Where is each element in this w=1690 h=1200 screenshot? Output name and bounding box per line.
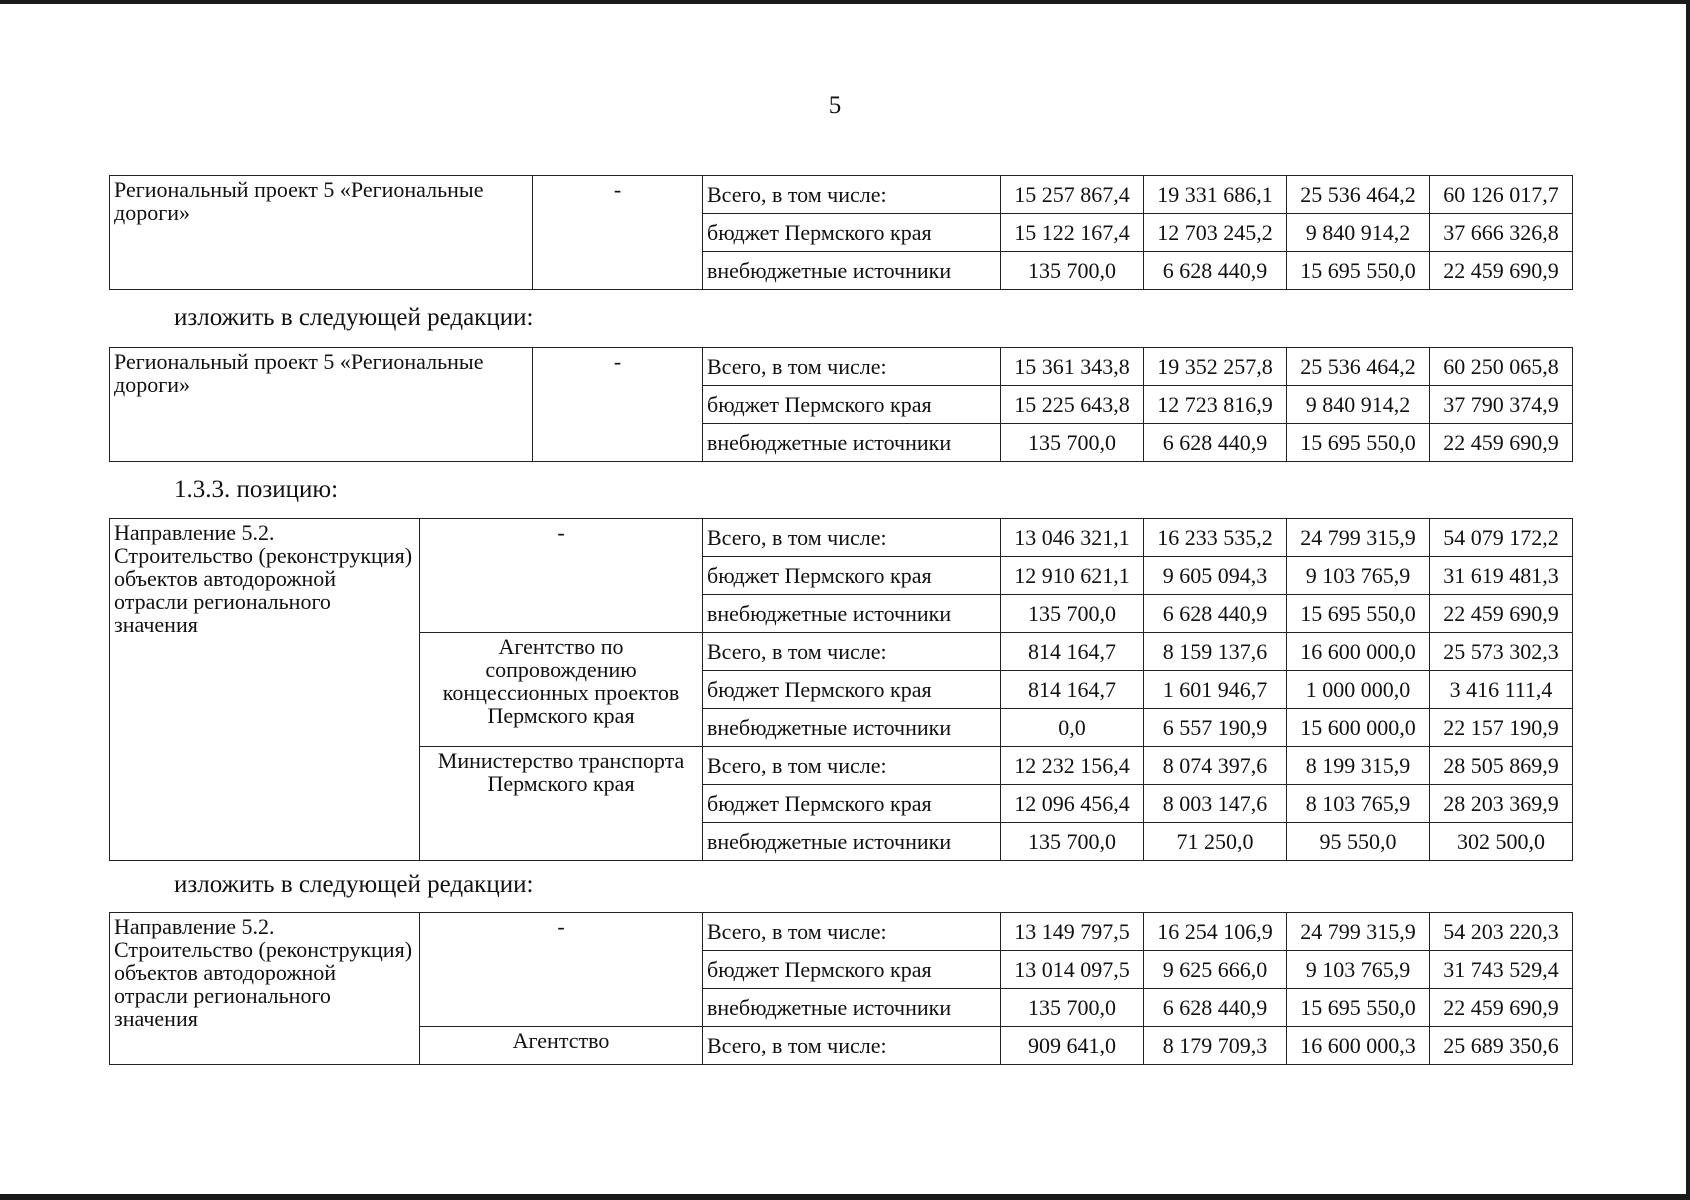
value-cell: 8 199 315,9 — [1287, 747, 1430, 785]
paragraph-position-133: 1.3.3. позицию: — [174, 476, 339, 503]
value-cell: 0,0 — [1001, 709, 1144, 747]
value-cell: 135 700,0 — [1001, 823, 1144, 861]
value-cell: 25 536 464,2 — [1287, 176, 1430, 214]
executor-cell: - — [533, 176, 703, 290]
value-cell: 9 840 914,2 — [1287, 386, 1430, 424]
value-cell: 814 164,7 — [1001, 633, 1144, 671]
source-label: Всего, в том числе: — [703, 176, 1001, 214]
value-cell: 3 416 111,4 — [1430, 671, 1573, 709]
value-cell: 15 695 550,0 — [1287, 989, 1430, 1027]
value-cell: 54 079 172,2 — [1430, 519, 1573, 557]
value-cell: 135 700,0 — [1001, 989, 1144, 1027]
source-label: Всего, в том числе: — [703, 348, 1001, 386]
table-row — [110, 913, 1573, 951]
value-cell: 25 536 464,2 — [1287, 348, 1430, 386]
value-cell: 37 790 374,9 — [1430, 386, 1573, 424]
source-label: Всего, в том числе: — [703, 747, 1001, 785]
source-label: Всего, в том числе: — [703, 633, 1001, 671]
value-cell: 9 103 765,9 — [1287, 951, 1430, 989]
value-cell: 135 700,0 — [1001, 595, 1144, 633]
paragraph-new-wording: изложить в следующей редакции: — [174, 871, 534, 898]
value-cell: 31 743 529,4 — [1430, 951, 1573, 989]
source-label: внебюджетные источники — [703, 424, 1001, 462]
value-cell: 31 619 481,3 — [1430, 557, 1573, 595]
value-cell: 15 695 550,0 — [1287, 252, 1430, 290]
value-cell: 8 074 397,6 — [1144, 747, 1287, 785]
value-cell: 13 149 797,5 — [1001, 913, 1144, 951]
value-cell: 16 254 106,9 — [1144, 913, 1287, 951]
source-label: бюджет Пермского края — [703, 557, 1001, 595]
source-label: внебюджетные источники — [703, 989, 1001, 1027]
table-1 — [109, 175, 1573, 290]
value-cell: 24 799 315,9 — [1287, 913, 1430, 951]
scan-bottom-edge — [0, 1194, 1690, 1200]
value-cell: 135 700,0 — [1001, 424, 1144, 462]
executor-cell: - — [420, 913, 703, 1027]
value-cell: 8 103 765,9 — [1287, 785, 1430, 823]
value-cell: 6 628 440,9 — [1144, 424, 1287, 462]
value-cell: 71 250,0 — [1144, 823, 1287, 861]
value-cell: 12 910 621,1 — [1001, 557, 1144, 595]
value-cell: 12 723 816,9 — [1144, 386, 1287, 424]
executor-cell: Агентство — [420, 1027, 703, 1065]
table-3 — [109, 518, 1573, 861]
source-label: внебюджетные источники — [703, 709, 1001, 747]
value-cell: 9 625 666,0 — [1144, 951, 1287, 989]
value-cell: 16 600 000,0 — [1287, 633, 1430, 671]
entity-cell: Региональный проект 5 «Региональные дороги» — [110, 348, 533, 462]
value-cell: 15 695 550,0 — [1287, 424, 1430, 462]
executor-cell: Агентство по сопровождению концессионных проектов Пермского края — [420, 633, 703, 747]
value-cell: 12 096 456,4 — [1001, 785, 1144, 823]
executor-cell: - — [420, 519, 703, 633]
value-cell: 22 459 690,9 — [1430, 424, 1573, 462]
value-cell: 12 232 156,4 — [1001, 747, 1144, 785]
source-label: бюджет Пермского края — [703, 386, 1001, 424]
value-cell: 9 605 094,3 — [1144, 557, 1287, 595]
value-cell: 19 331 686,1 — [1144, 176, 1287, 214]
value-cell: 6 628 440,9 — [1144, 989, 1287, 1027]
scan-right-edge — [1686, 0, 1690, 1200]
value-cell: 95 550,0 — [1287, 823, 1430, 861]
value-cell: 60 126 017,7 — [1430, 176, 1573, 214]
value-cell: 1 000 000,0 — [1287, 671, 1430, 709]
source-label: внебюджетные источники — [703, 823, 1001, 861]
value-cell: 6 628 440,9 — [1144, 595, 1287, 633]
value-cell: 13 014 097,5 — [1001, 951, 1144, 989]
value-cell: 15 695 550,0 — [1287, 595, 1430, 633]
value-cell: 25 689 350,6 — [1430, 1027, 1573, 1065]
source-label: Всего, в том числе: — [703, 913, 1001, 951]
source-label: Всего, в том числе: — [703, 519, 1001, 557]
value-cell: 25 573 302,3 — [1430, 633, 1573, 671]
value-cell: 54 203 220,3 — [1430, 913, 1573, 951]
entity-cell: Направление 5.2. Строительство (реконструкция) объектов автодорожной отрасли регионального значения — [110, 519, 420, 861]
value-cell: 9 103 765,9 — [1287, 557, 1430, 595]
value-cell: 1 601 946,7 — [1144, 671, 1287, 709]
value-cell: 16 233 535,2 — [1144, 519, 1287, 557]
value-cell: 13 046 321,1 — [1001, 519, 1144, 557]
value-cell: 909 641,0 — [1001, 1027, 1144, 1065]
value-cell: 15 225 643,8 — [1001, 386, 1144, 424]
source-label: бюджет Пермского края — [703, 214, 1001, 252]
value-cell: 60 250 065,8 — [1430, 348, 1573, 386]
value-cell: 15 122 167,4 — [1001, 214, 1144, 252]
source-label: бюджет Пермского края — [703, 671, 1001, 709]
value-cell: 15 600 000,0 — [1287, 709, 1430, 747]
value-cell: 8 159 137,6 — [1144, 633, 1287, 671]
source-label: Всего, в том числе: — [703, 1027, 1001, 1065]
value-cell: 135 700,0 — [1001, 252, 1144, 290]
value-cell: 22 459 690,9 — [1430, 252, 1573, 290]
value-cell: 16 600 000,3 — [1287, 1027, 1430, 1065]
source-label: внебюджетные источники — [703, 595, 1001, 633]
table-row — [110, 519, 1573, 557]
table-2 — [109, 347, 1573, 462]
table-row — [110, 348, 1573, 386]
source-label: бюджет Пермского края — [703, 785, 1001, 823]
value-cell: 12 703 245,2 — [1144, 214, 1287, 252]
value-cell: 8 179 709,3 — [1144, 1027, 1287, 1065]
value-cell: 28 203 369,9 — [1430, 785, 1573, 823]
value-cell: 22 459 690,9 — [1430, 595, 1573, 633]
value-cell: 22 157 190,9 — [1430, 709, 1573, 747]
value-cell: 6 557 190,9 — [1144, 709, 1287, 747]
value-cell: 814 164,7 — [1001, 671, 1144, 709]
scan-top-edge — [0, 0, 1690, 4]
paragraph-new-wording: изложить в следующей редакции: — [174, 304, 534, 331]
executor-cell: Министерство транспорта Пермского края — [420, 747, 703, 861]
value-cell: 19 352 257,8 — [1144, 348, 1287, 386]
page-number: 5 — [828, 92, 842, 119]
value-cell: 28 505 869,9 — [1430, 747, 1573, 785]
value-cell: 15 257 867,4 — [1001, 176, 1144, 214]
value-cell: 302 500,0 — [1430, 823, 1573, 861]
entity-cell: Региональный проект 5 «Региональные дороги» — [110, 176, 533, 290]
value-cell: 15 361 343,8 — [1001, 348, 1144, 386]
value-cell: 37 666 326,8 — [1430, 214, 1573, 252]
table-row — [110, 176, 1573, 214]
value-cell: 22 459 690,9 — [1430, 989, 1573, 1027]
value-cell: 24 799 315,9 — [1287, 519, 1430, 557]
source-label: внебюджетные источники — [703, 252, 1001, 290]
table-4 — [109, 912, 1573, 1065]
executor-cell: - — [533, 348, 703, 462]
source-label: бюджет Пермского края — [703, 951, 1001, 989]
entity-cell: Направление 5.2. Строительство (реконструкция) объектов автодорожной отрасли регионального значения — [110, 913, 420, 1065]
value-cell: 6 628 440,9 — [1144, 252, 1287, 290]
value-cell: 9 840 914,2 — [1287, 214, 1430, 252]
value-cell: 8 003 147,6 — [1144, 785, 1287, 823]
